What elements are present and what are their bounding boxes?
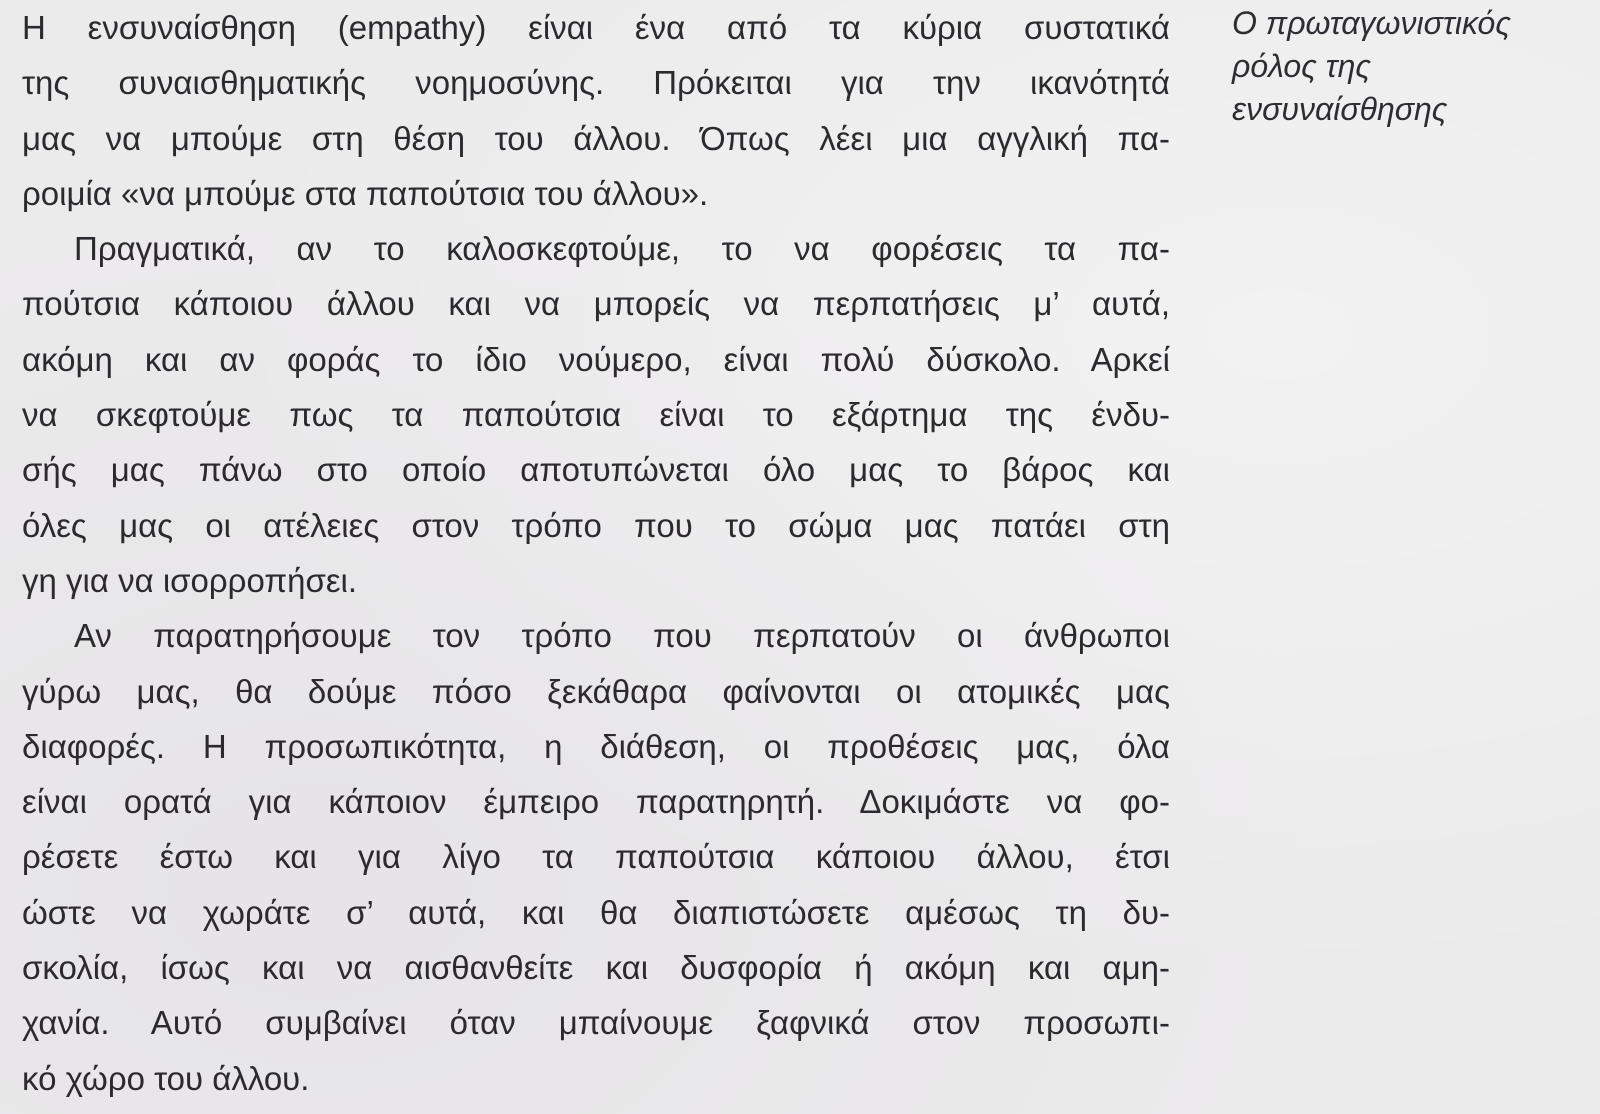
- text-line: ώστε να χωράτε σ’ αυτά, και θα διαπιστώσετε αμέσως τη δυ-: [22, 893, 1170, 931]
- text-line: ρέσετε έστω και για λίγο τα παπούτσια κάποιου άλλου, έτσι: [22, 838, 1170, 876]
- text-line: Η ενσυναίσθηση (empathy) είναι ένα από τα κύρια συστατικά: [22, 9, 1170, 46]
- text-line: να σκεφτούμε πως τα παπούτσια είναι το εξάρτημα της ένδυ-: [22, 396, 1170, 434]
- text-line: σκολία, ίσως και να αισθανθείτε και δυσφορία ή ακόμη και αμη-: [22, 949, 1170, 987]
- margin-note-line: Ο πρωταγωνιστικός: [1232, 5, 1511, 41]
- text-line: Αν παρατηρήσουμε τον τρόπο που περπατούν οι άνθρωποι: [74, 617, 1170, 655]
- text-line: είναι ορατά για κάποιον έμπειρο παρατηρητή. Δοκιμάστε να φο-: [22, 783, 1170, 821]
- text-line: γη για να ισορροπήσει.: [22, 561, 358, 599]
- body-text: [22, 0, 1170, 1106]
- margin-note: [1232, 2, 1582, 131]
- text-line: γύρω μας, θα δούμε πόσο ξεκάθαρα φαίνονται οι ατομικές μας: [22, 672, 1170, 710]
- margin-note-line: ενσυναίσθησης: [1232, 91, 1448, 127]
- text-line: της συναισθηματικής νοημοσύνης. Πρόκειται για την ικανότητά: [22, 64, 1170, 102]
- text-line: διαφορές. Η προσωπικότητα, η διάθεση, οι προθέσεις μας, όλα: [22, 727, 1170, 765]
- text-line: Πραγματικά, αν το καλοσκεφτούμε, το να φορέσεις τα πα-: [74, 230, 1170, 268]
- text-line: μας να μπούμε στη θέση του άλλου. Όπως λέει μια αγγλική πα-: [22, 119, 1170, 157]
- paragraph-1: [22, 0, 1170, 221]
- text-line: όλες μας οι ατέλειες στον τρόπο που το σώμα μας πατάει στη: [22, 506, 1170, 544]
- text-line: ροιμία «να μπούμε στα παπούτσια του άλλου».: [22, 174, 709, 212]
- paragraph-2: [22, 221, 1170, 608]
- text-line: πούτσια κάποιου άλλου και να μπορείς να περπατήσεις μ’ αυτά,: [22, 285, 1170, 323]
- text-line: κό χώρο του άλλου.: [22, 1059, 310, 1097]
- text-line: ακόμη και αν φοράς το ίδιο νούμερο, είναι πολύ δύσκολο. Αρκεί: [22, 340, 1170, 378]
- text-line: σής μας πάνω στο οποίο αποτυπώνεται όλο μας το βάρος και: [22, 451, 1170, 489]
- margin-note-line: ρόλος της: [1232, 48, 1371, 84]
- text-line: χανία. Αυτό συμβαίνει όταν μπαίνουμε ξαφνικά στον προσωπι-: [22, 1004, 1170, 1042]
- paragraph-3: [22, 608, 1170, 1106]
